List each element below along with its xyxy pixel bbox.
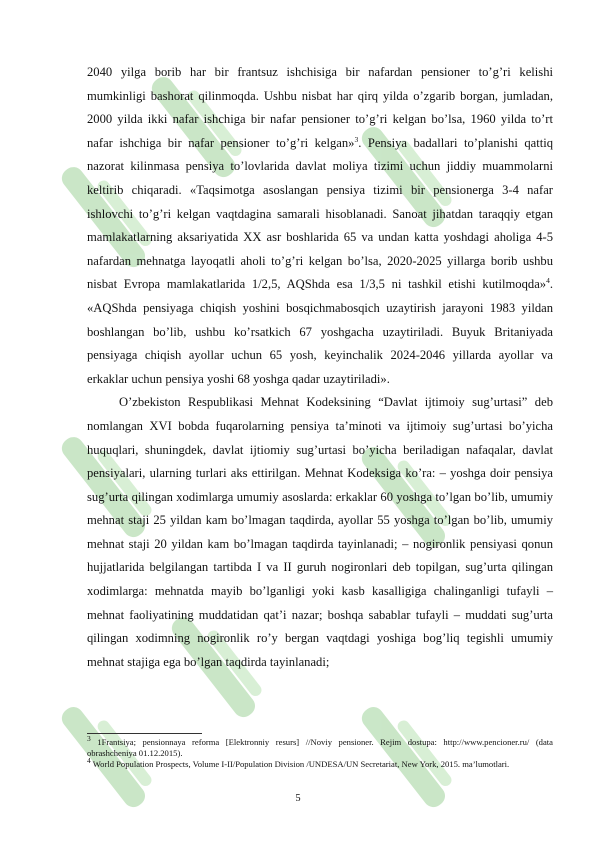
footnote-separator [87, 733, 202, 734]
footnote-ref: 3 [354, 134, 359, 144]
paragraph-text: 2040 yilga borib har bir frantsuz ishchisiga bir nafardan pensioner to’g’ri kelishi mumkinligi bashorat qilinmoqda. Ushbu nisbat har qirq yilda o’zgarib borgan, jumladan, 2000 yilda ikki nafar ishchiga bir nafar pensioner to’g’ri kelgan bo’lsa, 1960 yilda to’rt nafar ishchiga bir nafar pensioner to’g’ri kelgan» [87, 65, 553, 150]
page-number: 5 [295, 793, 301, 804]
paragraph [87, 61, 553, 391]
body-text [87, 61, 553, 674]
footnote [87, 734, 553, 759]
footnote-mark: 3 [87, 734, 91, 744]
footnote-text: 1Frantsiya; pensionnaya reforma [Elektronniy resurs] //Noviy pensioner. Rejim dostupa: http://www.pencioner.ru/ (data obrashcheniya 01.12.2015). [87, 737, 553, 759]
paragraph [87, 391, 553, 674]
paragraph-text: . «AQShda pensiyaga chiqish yoshini bosqichmabosqich uzaytirish jarayoni 1983 yildan boshlangan bo’lib, ushbu ko’rsatkich 67 yoshgacha uzaytiriladi. Buyuk Britaniyada pensiyaga chiqish ayollar uchun 65 yosh, keyinchalik 2024-2046 yillarda ayollar va erkaklar uchun pensiya yoshi 68 yoshga qadar uzaytiriladi». [87, 277, 553, 386]
footnote-ref: 4 [546, 276, 550, 286]
paragraph-text: O’zbekiston Respublikasi Mehnat Kodeksining “Davlat ijtimoiy sug’urtasi” deb nomlangan XVI bobda fuqarolarning pensiya ta’minoti va ijtimoiy sug’urtasi bo’yicha huquqlari, shuningdek, davlat ijtiomiy sug’urtasi bo’yicha beriladigan nafaqalar, davlat pensiyalari, ularning turlari aks ettirilgan. Mehnat Kodeksiga ko’ra: – yoshga doir pensiya sug’urta qilingan xodimlarga umumiy asoslarda: erkaklar 60 yoshga to’lgan bo’lib, umumiy mehnat staji 25 yildan kam bo’lmagan taqdirda, ayollar 55 yoshga to’lgan bo’lib, umumiy mehnat staji 20 yildan kam bo’lmagan taqdirda tayinlanadi; – nogironlik pensiyasi qonun hujjatlarida belgilangan tartibda I va II guruh nogironlari deb topilgan, sug’urta qilingan xodimlarga: mehnatda mayib bo’lganligi yoki kasb kasalligiga chalinganligi tufayli – mehnat faoliyatining muddatidan qat’i nazar; boshqa sabablar tufayli – muddati sug’urta qilingan xodimning nogironlik ro’y bergan vaqtdagi yoshiga bog’liq tegishli umumiy mehnat stajiga ega bo’lgan taqdirda tayinlanadi; [87, 395, 553, 669]
paragraph-text: . Pensiya badallari to’planishi qattiq nazorat kilinmasa pensiya to’lovlarida davlat moliya tizimi uchun jiddiy muammolarni keltirib chiqaradi. «Taqsimotga asoslangan pensiya tizimi bir pensionerga 3-4 nafar ishlovchi to’g’ri kelgan vaqtdagina samarali hisoblanadi. Sanoat jihatdan taraqqiy etgan mamlakatlarning aksariyatida XX asr boshlarida 65 va undan katta yoshdagi aholiga 4-5 nafardan mehnatga layoqatli aholi to’g’ri kelgan bo’lsa, 2020-2025 yillarga borib ushbu nisbat Evropa mamlakatlarida 1/2,5, AQShda esa 1/3,5 ni tashkil etishi kutilmoqda» [87, 135, 553, 292]
footnote-mark: 4 [87, 756, 91, 766]
footnote-text: World Population Prospects, Volume I-II/Population Division /UNDESA/UN Secretariat, New York, 2015. ma’lumotlari. [90, 759, 510, 770]
footnote [87, 756, 553, 770]
footnotes [87, 734, 553, 771]
